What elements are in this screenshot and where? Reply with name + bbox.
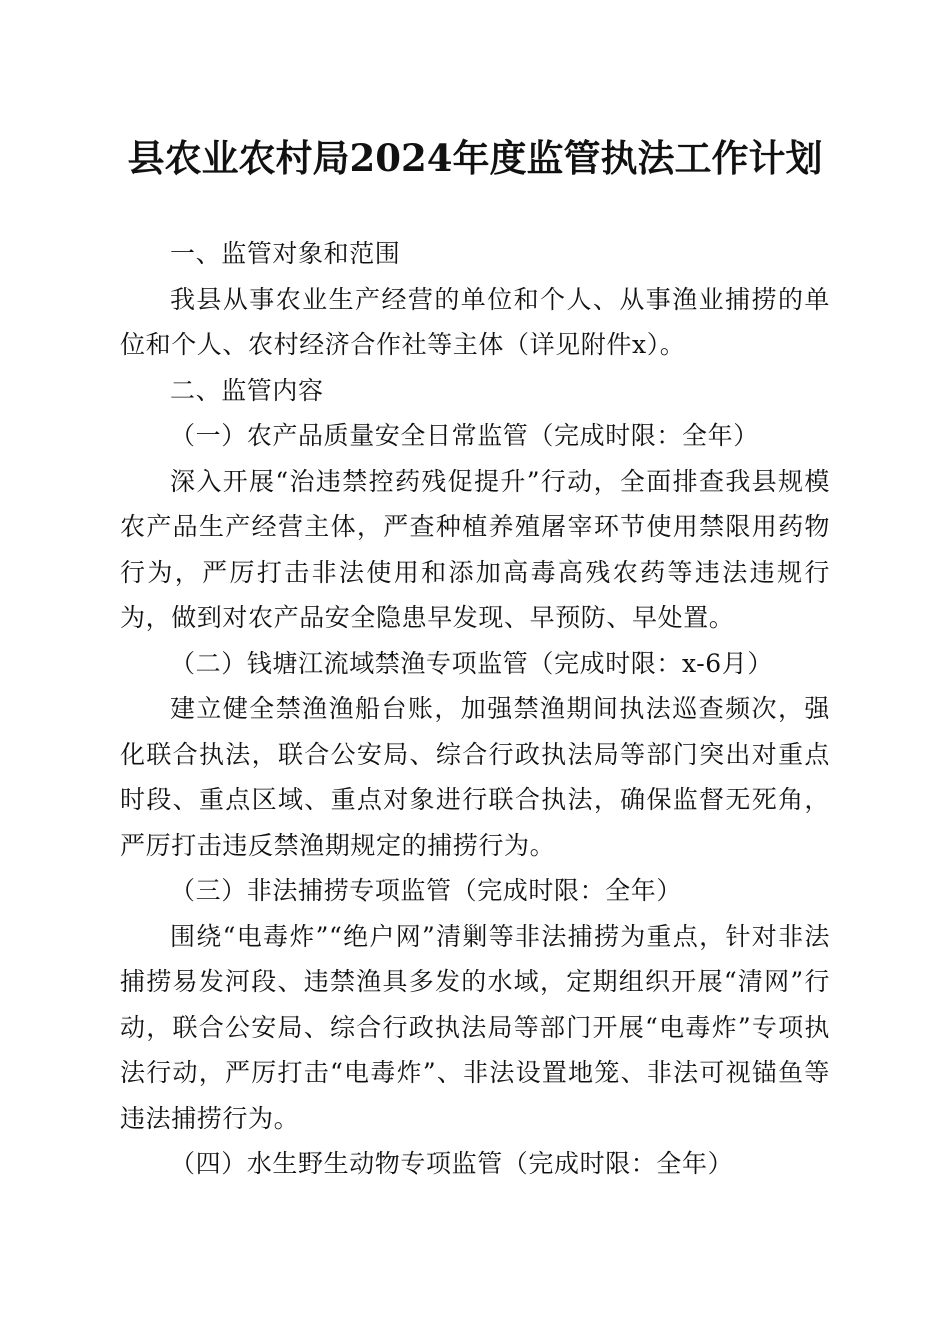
subsection-body-fishing-ban: 建立健全禁渔渔船台账，加强禁渔期间执法巡查频次，强化联合执法，联合公安局、综合行政执法局等部门突出对重点时段、重点区域、重点对象进行联合执法，确保监督无死角，严厉打击违反禁渔期规定的捕捞行为。 [120,694,830,860]
subsection-body-quality: 深入开展“治违禁控药残促提升”行动，全面排查我县规模农产品生产经营主体，严查种植养殖屠宰环节使用禁限用药物行为，严厉打击非法使用和添加高毒高残农药等违法违规行为，做到对农产品安全隐患早发现、早预防、早处置。 [120,466,830,632]
subsection-heading-quality: （一）农产品质量安全日常监管（完成时限：全年） [170,421,759,450]
section-heading-content: 二、监管内容 [170,375,324,405]
subsection-heading-wildlife: （四）水生野生动物专项监管（完成时限：全年） [170,1149,734,1178]
section-body-scope: 我县从事农业生产经营的单位和个人、从事渔业捕捞的单位和个人、农村经济合作社等主体（详见附件x）。 [120,284,830,359]
document-title: 县农业农村局2024年度监管执法工作计划 [127,136,823,180]
document-body [120,231,830,1187]
subsection-heading-illegal-fishing: （三）非法捕捞专项监管（完成时限：全年） [170,876,683,905]
section-heading-scope: 一、监管对象和范围 [170,239,401,268]
subsection-body-illegal-fishing: 围绕“电毒炸”“绝户网”清剿等非法捕捞为重点，针对非法捕捞易发河段、违禁渔具多发的水域，定期组织开展“清网”行动，联合公安局、综合行政执法局等部门开展“电毒炸”专项执法行动，严厉打击“电毒炸”、非法设置地笼、非法可视锚鱼等违法捕捞行为。 [120,921,830,1133]
subsection-heading-fishing-ban: （二）钱塘江流域禁渔专项监管（完成时限：x-6月） [170,648,774,678]
